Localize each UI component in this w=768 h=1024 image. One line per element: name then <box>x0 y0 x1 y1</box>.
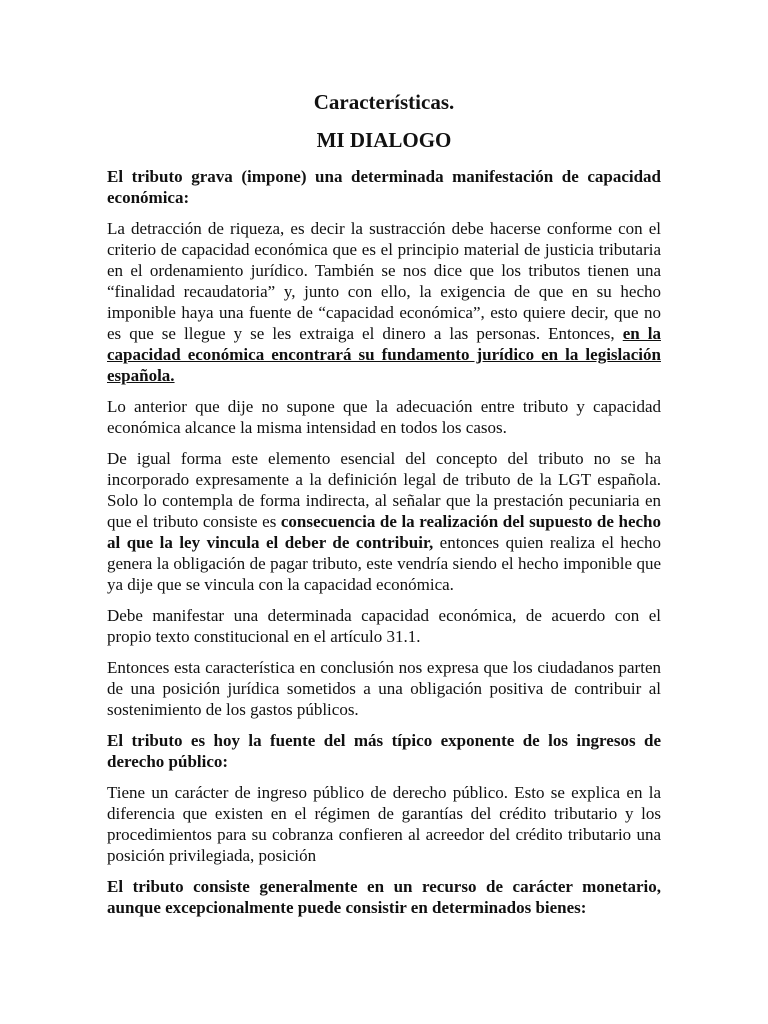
document-subtitle: MI DIALOGO <box>316 128 452 152</box>
paragraph-6: Tiene un carácter de ingreso público de derecho público. Esto se explica en la diferencia que existen en el régimen de garantías del crédito tributario y los procedimientos para su cobranza confieren al acreedor del crédito tributario una posición privilegiada, posición <box>107 783 661 865</box>
document-page <box>107 88 661 918</box>
paragraph-3-emphasis: consecuencia de la realización del supuesto de hecho al que la ley vincula el deber de contribuir, <box>107 512 661 552</box>
section-heading-1: El tributo grava (impone) una determinada manifestación de capacidad económica: <box>107 167 661 207</box>
paragraph-3-text-b: entonces quien realiza el hecho genera la obligación de pagar tributo, este vendría siendo el hecho imponible que ya dije que se vincula con la capacidad económica. <box>107 533 661 594</box>
paragraph-4: Debe manifestar una determinada capacidad económica, de acuerdo con el propio texto constitucional en el artículo 31.1. <box>107 606 661 646</box>
paragraph-1-text: La detracción de riqueza, es decir la sustracción debe hacerse conforme con el criterio de capacidad económica que es el principio material de justicia tributaria en el ordenamiento jurídico. También se nos dice que los tributos tienen una “finalidad recaudatoria” y, junto con ello, la exigencia de que en su hecho imponible haya una fuente de “capacidad económica”, esto quiere decir, que no es que se llegue y se les extraiga el dinero a las personas. Entonces, <box>107 219 661 343</box>
paragraph-1-emphasis: en la capacidad económica encontrará su fundamento jurídico en la legislación española. <box>107 324 661 385</box>
paragraph-3-text-a: De igual forma este elemento esencial del concepto del tributo no se ha incorporado expresamente a la definición legal de tributo de la LGT española. Solo lo contempla de forma indirecta, al señalar que la prestación pecuniaria en que el tributo consiste es <box>107 449 661 531</box>
document-title: Características. <box>313 90 455 114</box>
paragraph-3 <box>107 448 661 595</box>
paragraph-5: Entonces esta característica en conclusión nos expresa que los ciudadanos parten de una posición jurídica sometidos a una obligación positiva de contribuir al sostenimiento de los gastos públicos. <box>107 658 661 719</box>
section-heading-2: El tributo es hoy la fuente del más típico exponente de los ingresos de derecho público: <box>107 731 661 771</box>
paragraph-1 <box>107 218 661 386</box>
paragraph-2: Lo anterior que dije no supone que la adecuación entre tributo y capacidad económica alcance la misma intensidad en todos los casos. <box>107 397 661 437</box>
section-heading-3: El tributo consiste generalmente en un recurso de carácter monetario, aunque excepcionalmente puede consistir en determinados bienes: <box>107 877 661 917</box>
